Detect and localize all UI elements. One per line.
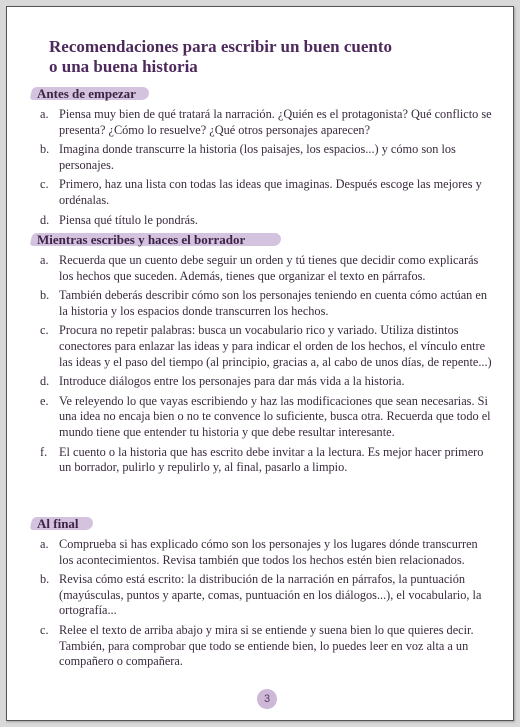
item-marker: a. <box>40 253 49 267</box>
item-text: Revisa cómo está escrito: la distribución de la narración en párrafos, la puntuación (mayúsculas, puntos y aparte, comas, puntuación en los diálogos...), el vocabulario, la ortografía... <box>59 572 482 618</box>
title-line-1: Recomendaciones para escribir un buen cuento <box>49 37 392 56</box>
item-marker: c. <box>40 323 49 338</box>
list-item <box>37 107 492 138</box>
item-text: Imagina donde transcurre la historia (los paisajes, los espacios...) y cómo son los personajes. <box>59 142 456 172</box>
item-marker: e. <box>40 393 49 408</box>
item-list <box>37 537 492 670</box>
item-marker: f. <box>40 444 48 459</box>
item-marker: d. <box>40 374 50 389</box>
item-text: Comprueba si has explicado cómo son los personajes y los lugares dónde transcurren los acontecimientos. Revisa también que todos los hechos estén bien relacionados. <box>59 537 478 567</box>
item-text: El cuento o la historia que has escrito debe invitar a la lectura. Es mejor hacer primero un borrador, pulirlo y repulirlo y, al final, pasarlo a limpio. <box>59 444 484 475</box>
list-item <box>37 213 492 229</box>
item-marker: a. <box>40 107 49 121</box>
item-marker: c. <box>40 622 49 637</box>
list-item <box>37 394 492 441</box>
item-list <box>37 107 492 228</box>
list-item <box>37 323 492 370</box>
list-item <box>37 374 492 390</box>
item-text: Piensa muy bien de qué tratará la narración. ¿Quién es el protagonista? Qué conflicto se presenta? ¿Cómo lo resuelve? ¿Qué otros personajes aparecen? <box>59 107 492 137</box>
item-text: Relee el texto de arriba abajo y mira si se entiende y suena bien lo que quieres decir. También, para comprobar que todo se entiende bien, lo puedes leer en voz alta a un compañero o compañera. <box>59 622 474 669</box>
item-text: También deberás describir cómo son los personajes teniendo en cuenta cómo actúan en la historia y los espacios donde transcurren los hechos. <box>59 288 488 318</box>
section-heading <box>37 85 492 104</box>
list-item <box>37 537 492 568</box>
list-item <box>37 142 492 173</box>
item-marker: b. <box>40 142 50 157</box>
item-marker: c. <box>40 177 49 192</box>
section-heading <box>37 231 492 250</box>
list-item <box>37 572 492 619</box>
list-item <box>37 253 492 284</box>
list-item <box>37 445 492 476</box>
item-marker: d. <box>40 212 50 227</box>
section-al-final <box>37 515 492 674</box>
section-mientras-escribes <box>37 231 492 480</box>
item-list <box>37 253 492 476</box>
item-marker: a. <box>40 537 49 551</box>
page-number-badge: 3 <box>257 689 277 709</box>
item-text: Ve releyendo lo que vayas escribiendo y haz las modificaciones que sean necesarias. Si una idea no encaja bien o no te convence lo suficiente, busca otra. Recuerda que todo el mundo tiene que entender tu historia y que debe resultar interesante. <box>59 393 491 439</box>
item-text: Recuerda que un cuento debe seguir un orden y tú tienes que decidir como explicarás los hechos que suceden. Además, tienes que organizar el texto en párrafos. <box>59 253 479 283</box>
item-text: Procura no repetir palabras: busca un vocabulario rico y variado. Utiliza distintos conectores para enlazar las ideas y para indicar el orden de los hechos, el vínculo entre las ideas y el paso del tiempo (al principio, gracias a, al cabo de unos días, de repente...) <box>59 323 492 369</box>
section-heading-label: Al final <box>37 516 79 531</box>
item-marker: b. <box>40 288 50 303</box>
section-heading <box>37 515 492 534</box>
document-page <box>6 6 514 721</box>
list-item <box>37 177 492 208</box>
item-text: Primero, haz una lista con todas las ideas que imaginas. Después escoge las mejores y ordénalas. <box>59 177 482 207</box>
page-title <box>49 37 469 77</box>
item-text: Piensa qué título le pondrás. <box>59 212 199 227</box>
item-marker: b. <box>40 572 50 587</box>
section-antes-de-empezar <box>37 85 492 232</box>
title-line-2: o una buena historia <box>49 57 198 76</box>
item-text: Introduce diálogos entre los personajes para dar más vida a la historia. <box>59 374 405 389</box>
section-heading-label: Mientras escribes y haces el borrador <box>37 232 246 247</box>
list-item <box>37 288 492 319</box>
section-heading-label: Antes de empezar <box>37 86 136 101</box>
list-item <box>37 623 492 670</box>
